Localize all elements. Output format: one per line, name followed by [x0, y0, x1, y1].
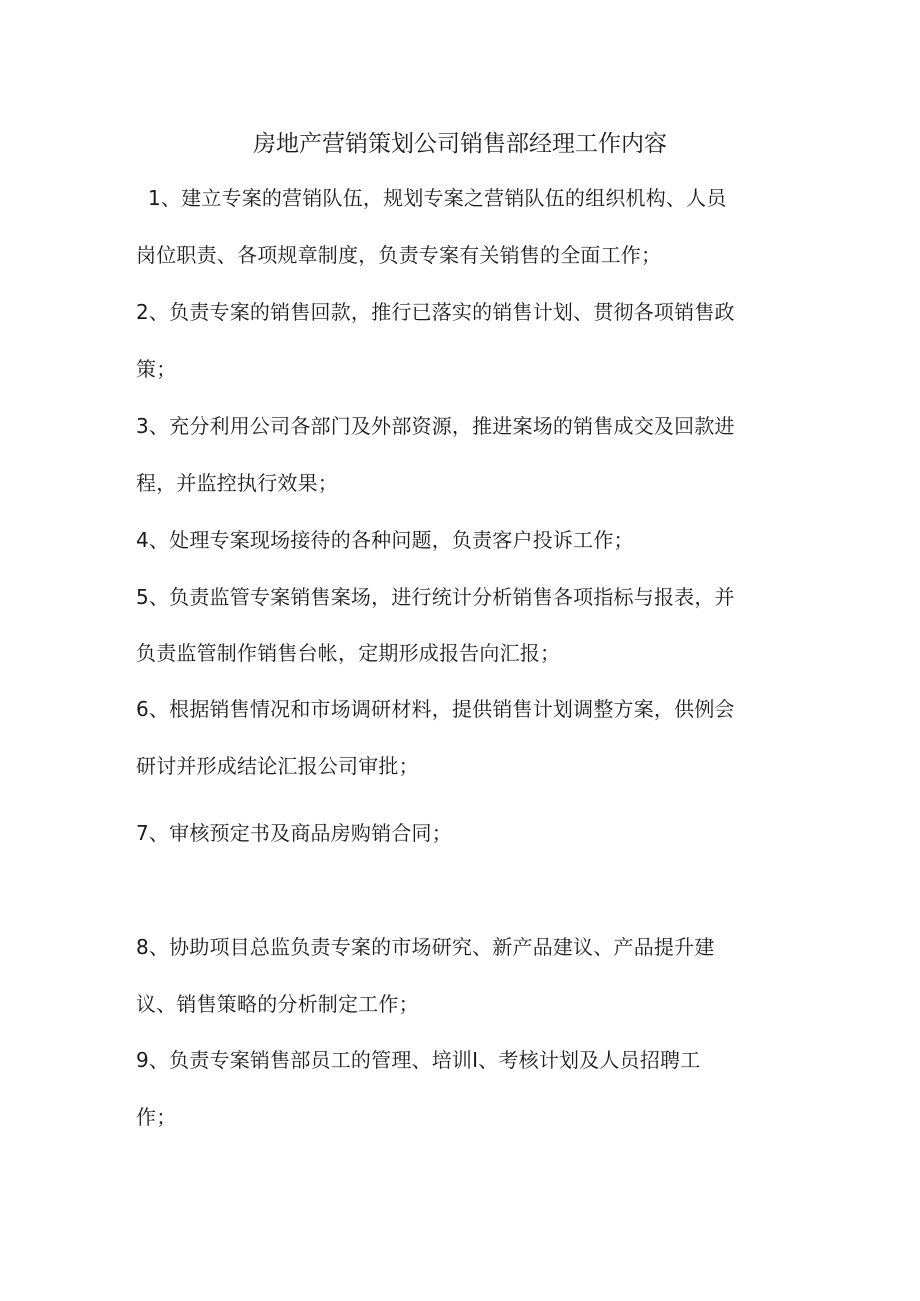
paragraph-line: 4、处理专案现场接待的各种问题，负责客户投诉工作； [136, 528, 634, 552]
paragraph-line: 6、根据销售情况和市场调研材料，提供销售计划调整方案，供例会 [136, 697, 735, 721]
paragraph-line: 作； [136, 1105, 177, 1129]
paragraph-line: 5、负责监管专案销售案场，进行统计分析销售各项指标与报表，并 [136, 585, 735, 609]
paragraph-line: 岗位职责、各项规章制度，负责专案有关销售的全面工作； [136, 243, 662, 267]
paragraph-line: 负责监管制作销售台帐，定期形成报告向汇报； [136, 641, 561, 665]
document-title: 房地产营销策划公司销售部经理工作内容 [253, 131, 667, 157]
paragraph-line: 研讨并形成结论汇报公司审批； [136, 754, 419, 778]
paragraph-line: 7、审核预定书及商品房购销合同； [136, 821, 452, 845]
paragraph-line: 1、建立专案的营销队伍，规划专案之营销队伍的组织机构、人员 [148, 186, 727, 210]
paragraph-line: 3、充分利用公司各部门及外部资源，推进案场的销售成交及回款进 [136, 414, 735, 438]
paragraph-line: 9、负责专案销售部员工的管理、培训I、考核计划及人员招聘工 [136, 1048, 701, 1072]
paragraph-line: 8、协助项目总监负责专案的市场研究、新产品建议、产品提升建 [136, 935, 715, 959]
paragraph-line: 2、负责专案的销售回款，推行已落实的销售计划、贯彻各项销售政 [136, 300, 735, 324]
paragraph-line: 程，并监控执行效果； [136, 471, 338, 495]
paragraph-line: 策； [136, 357, 177, 381]
paragraph-line: 议、销售策略的分析制定工作； [136, 992, 419, 1016]
